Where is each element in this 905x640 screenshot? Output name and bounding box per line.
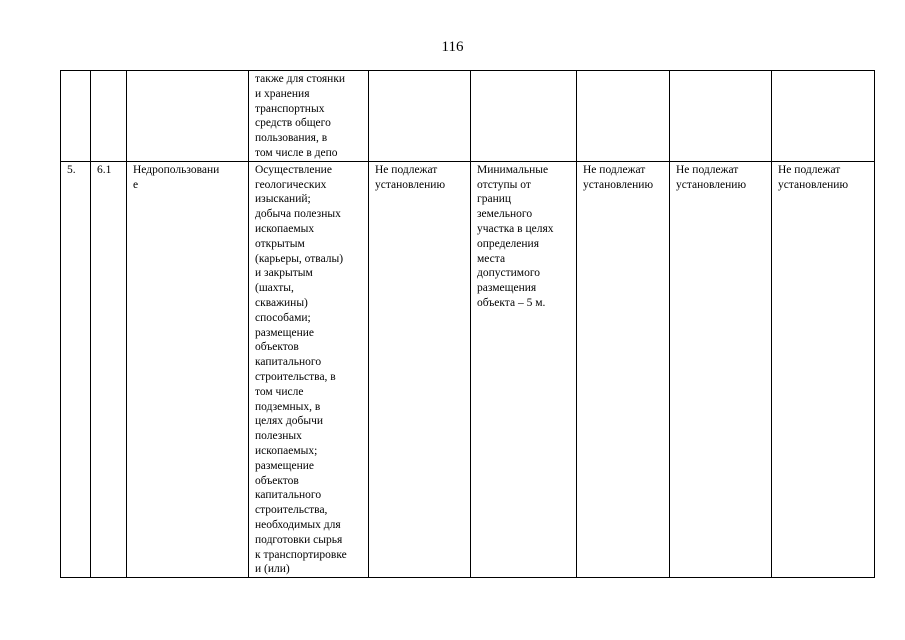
code-cell: 6.1 [91, 161, 127, 577]
parameter-cell [577, 71, 670, 162]
page-number: 116 [441, 39, 464, 55]
parameter-cell [369, 71, 471, 162]
row-number-cell [61, 71, 91, 162]
use-name-cell [127, 71, 249, 162]
table-row [61, 71, 875, 162]
parameter-cell: Не подлежат установлению [772, 161, 875, 577]
use-name-cell: Недропользовани е [127, 161, 249, 577]
description-cell: также для стоянки и хранения транспортных средств общего пользования, в том числе в депо [249, 71, 369, 162]
parameter-cell [670, 71, 772, 162]
parameter-cell: Не подлежат установлению [670, 161, 772, 577]
regulations-table [60, 70, 875, 578]
code-cell [91, 71, 127, 162]
table-row [61, 161, 875, 577]
parameter-cell: Не подлежат установлению [369, 161, 471, 577]
row-number-cell: 5. [61, 161, 91, 577]
parameter-cell: Не подлежат установлению [577, 161, 670, 577]
setback-cell: Минимальные отступы от границ земельного участка в целях определения места допустимого размещения объекта – 5 м. [471, 161, 577, 577]
description-cell: Осуществление геологических изысканий; добыча полезных ископаемых открытым (карьеры, отвалы) и закрытым (шахты, скважины) способами; размещение объектов капитального строительства, в том числе подземных, в целях добычи полезных ископаемых; размещение объектов капитального строительства, необходимых для подготовки сырья к транспортировке и (или) [249, 161, 369, 577]
setback-cell [471, 71, 577, 162]
parameter-cell [772, 71, 875, 162]
